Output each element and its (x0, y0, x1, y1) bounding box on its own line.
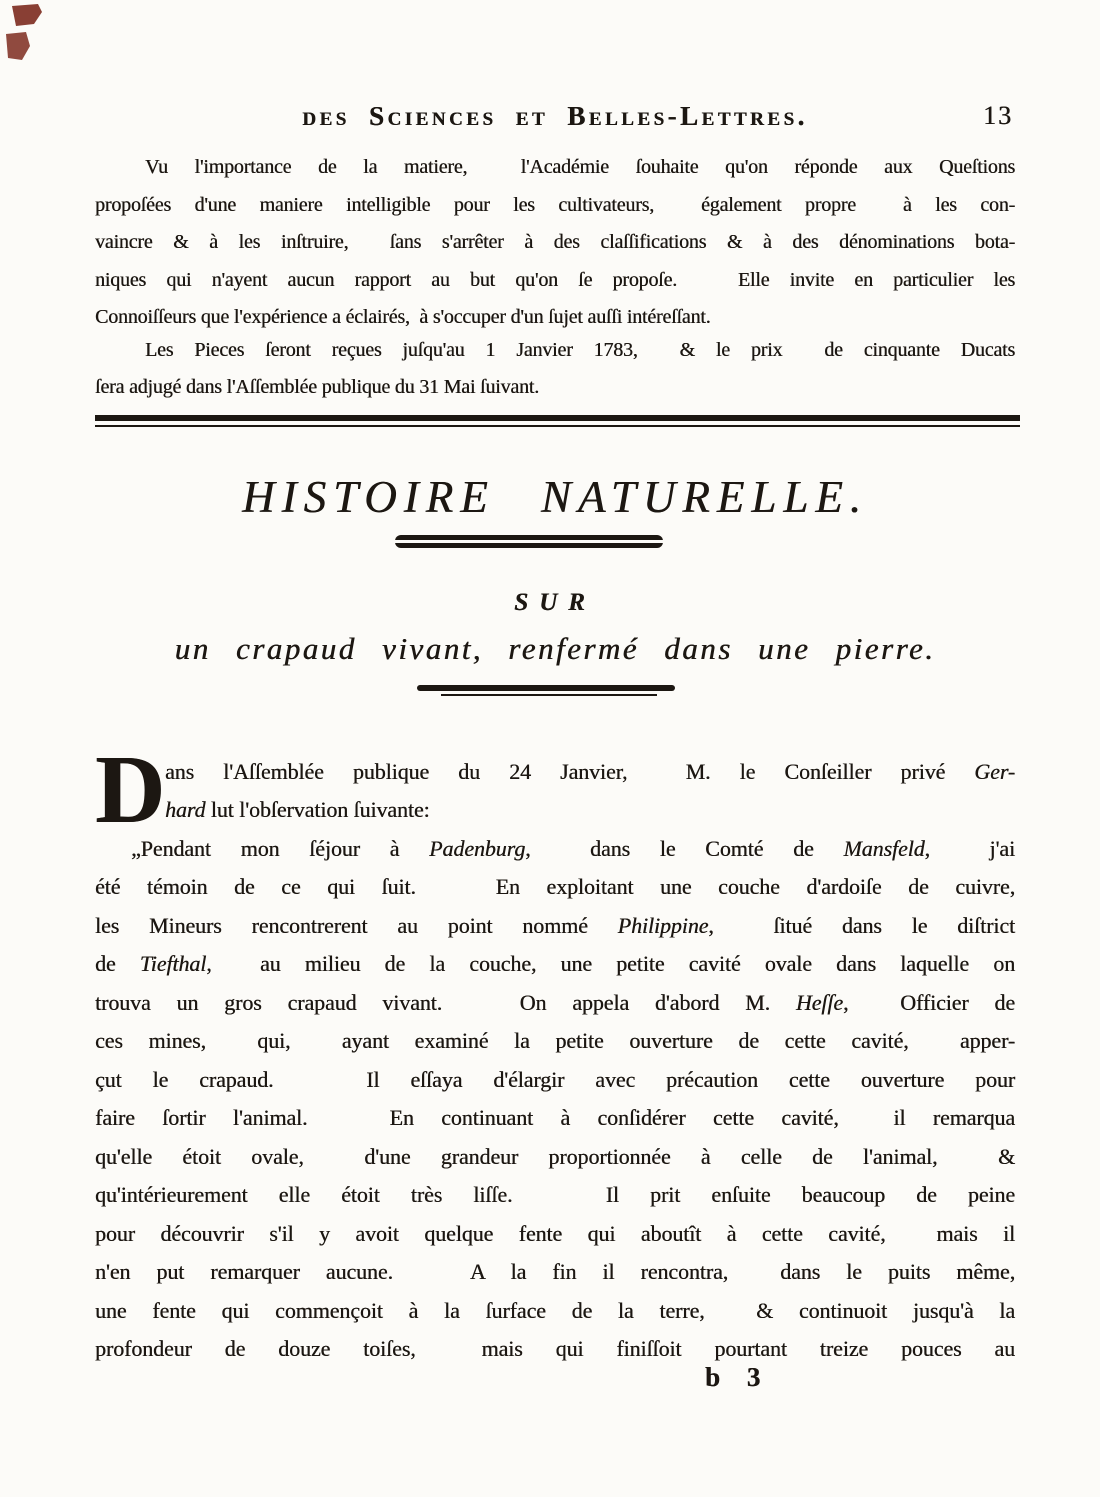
italic-text: Tiefthal (139, 951, 207, 976)
page-number: 13 (983, 101, 1013, 130)
text: propoſées d'une maniere intelligible pour les cultivateurs, également propre à les con- (95, 193, 1015, 216)
text-line (95, 1138, 1015, 1177)
text-line (95, 830, 1015, 869)
notice-paragraph-2 (95, 332, 1015, 407)
text: vaincre & à les inſtruire, ſans s'arrêter à des claſſifications & à des dénominations bota- (95, 231, 1015, 253)
text: une fente qui commençoit à la ſurface de la terre, & continuoit jusqu'à la (95, 1297, 1015, 1323)
text-line (165, 791, 1015, 830)
text: lut l'obſervation ſuivante: (205, 797, 430, 822)
italic-text: Padenburg (429, 835, 526, 861)
text: qu'elle étoit ovale, d'une grandeur proportionnée à celle de l'animal, & (95, 1143, 1015, 1169)
text: ans l'Aſſemblée publique du 24 Janvier, M. le Conſeiller privé (165, 758, 975, 784)
text: Vu l'importance de la matiere, l'Académie ſouhaite qu'on réponde aux Queſtions (145, 156, 1015, 178)
italic-text: hard (165, 797, 206, 822)
text: „Pendant mon ſéjour à (131, 835, 430, 861)
text-line (95, 907, 1015, 946)
signature-mark: b 3 (705, 1361, 771, 1392)
text-line (95, 224, 1015, 262)
text: niques qui n'ayent aucun rapport au but qu'on ſe propoſe. Elle invite en particulier les (95, 268, 1015, 291)
prize-notice-section (95, 149, 1015, 407)
text: qu'intérieurement elle étoit très liſſe. Il prit enſuite beaucoup de peine (95, 1182, 1015, 1207)
italic-text: Heſſe (795, 989, 843, 1015)
italic-text: Philippine (617, 912, 709, 938)
text: Les Pieces ſeront reçues juſqu'au 1 Janvier 1783, & le prix de cinquante Ducats (145, 338, 1015, 361)
italic-text: Ger- (974, 758, 1015, 784)
text: les Mineurs rencontrerent au point nommé (95, 912, 618, 938)
text: ſera adjugé dans l'Aſſemblée publique du 31 Mai ſuivant. (95, 376, 539, 398)
text: été témoin de ce qui ſuit. En exploitant une couche d'ardoiſe de cuivre, (95, 874, 1015, 899)
section-title: HISTOIRE NATURELLE. (241, 471, 869, 522)
text: , Officier de (843, 989, 1015, 1015)
body-paragraph-opening (95, 753, 1015, 830)
text-line (95, 945, 1015, 984)
text-line (95, 1061, 1015, 1100)
text: Connoiſſeurs que l'expérience a éclairés, à s'occuper d'un ſujet auſſi intéreſſant. (95, 306, 711, 328)
text: trouva un gros crapaud vivant. On appela d'abord M. (95, 989, 796, 1015)
text-line (95, 369, 1015, 407)
text-line (95, 1022, 1015, 1061)
text: ces mines, qui, ayant examiné la petite ouverture de cette cavité, apper- (95, 1028, 1015, 1053)
italic-text: Mansfeld (843, 835, 925, 861)
text-line (95, 187, 1015, 225)
notice-paragraph-1 (95, 149, 1015, 337)
text-line (95, 149, 1015, 187)
body-paragraph-observation (95, 830, 1015, 1369)
text: , dans le Comté de (525, 835, 844, 861)
text: pour découvrir s'il y avoit quelque fente qui aboutît à cette cavité, mais il (95, 1220, 1015, 1246)
page-content (95, 100, 1015, 1393)
text-line (95, 332, 1015, 370)
text-line (95, 1176, 1015, 1215)
text: , au milieu de la couche, une petite cavité ovale dans laquelle on (206, 951, 1015, 976)
running-head (95, 100, 1015, 132)
text: faire ſortir l'animal. En continuant à conſidérer cette cavité, il remarqua (95, 1105, 1015, 1130)
section-divider-rule (95, 415, 1020, 427)
text: de (95, 951, 140, 976)
text: , ſitué dans le diſtrict (708, 912, 1015, 938)
running-title: des Sciences et Belles-Lettres. (302, 101, 808, 131)
red-ink-mark (4, 2, 56, 72)
drop-cap: D (95, 735, 166, 843)
text: profondeur de douze toiſes, mais qui finiſſoit pourtant treize pouces au (95, 1336, 1015, 1361)
text-line (95, 868, 1015, 907)
title-rule (395, 535, 663, 548)
article-kicker: SUR (514, 588, 596, 616)
subtitle-rule (417, 685, 675, 691)
text-line (95, 1099, 1015, 1138)
text: çut le crapaud. Il eſſaya d'élargir avec précaution cette ouverture pour (95, 1066, 1015, 1092)
text-line (95, 1215, 1015, 1254)
text: n'en put remarquer aucune. A la fin il rencontra, dans le puits même, (95, 1259, 1015, 1284)
article-subtitle: un crapaud vivant, renfermé dans une pierre. (174, 630, 936, 666)
text-line (95, 1253, 1015, 1292)
article-body (95, 735, 1015, 1369)
text-line (95, 984, 1015, 1023)
text-line (95, 1330, 1015, 1369)
text-line (95, 262, 1015, 300)
text: , j'ai (924, 835, 1015, 861)
text-line (95, 1292, 1015, 1331)
text-line (165, 753, 1015, 792)
